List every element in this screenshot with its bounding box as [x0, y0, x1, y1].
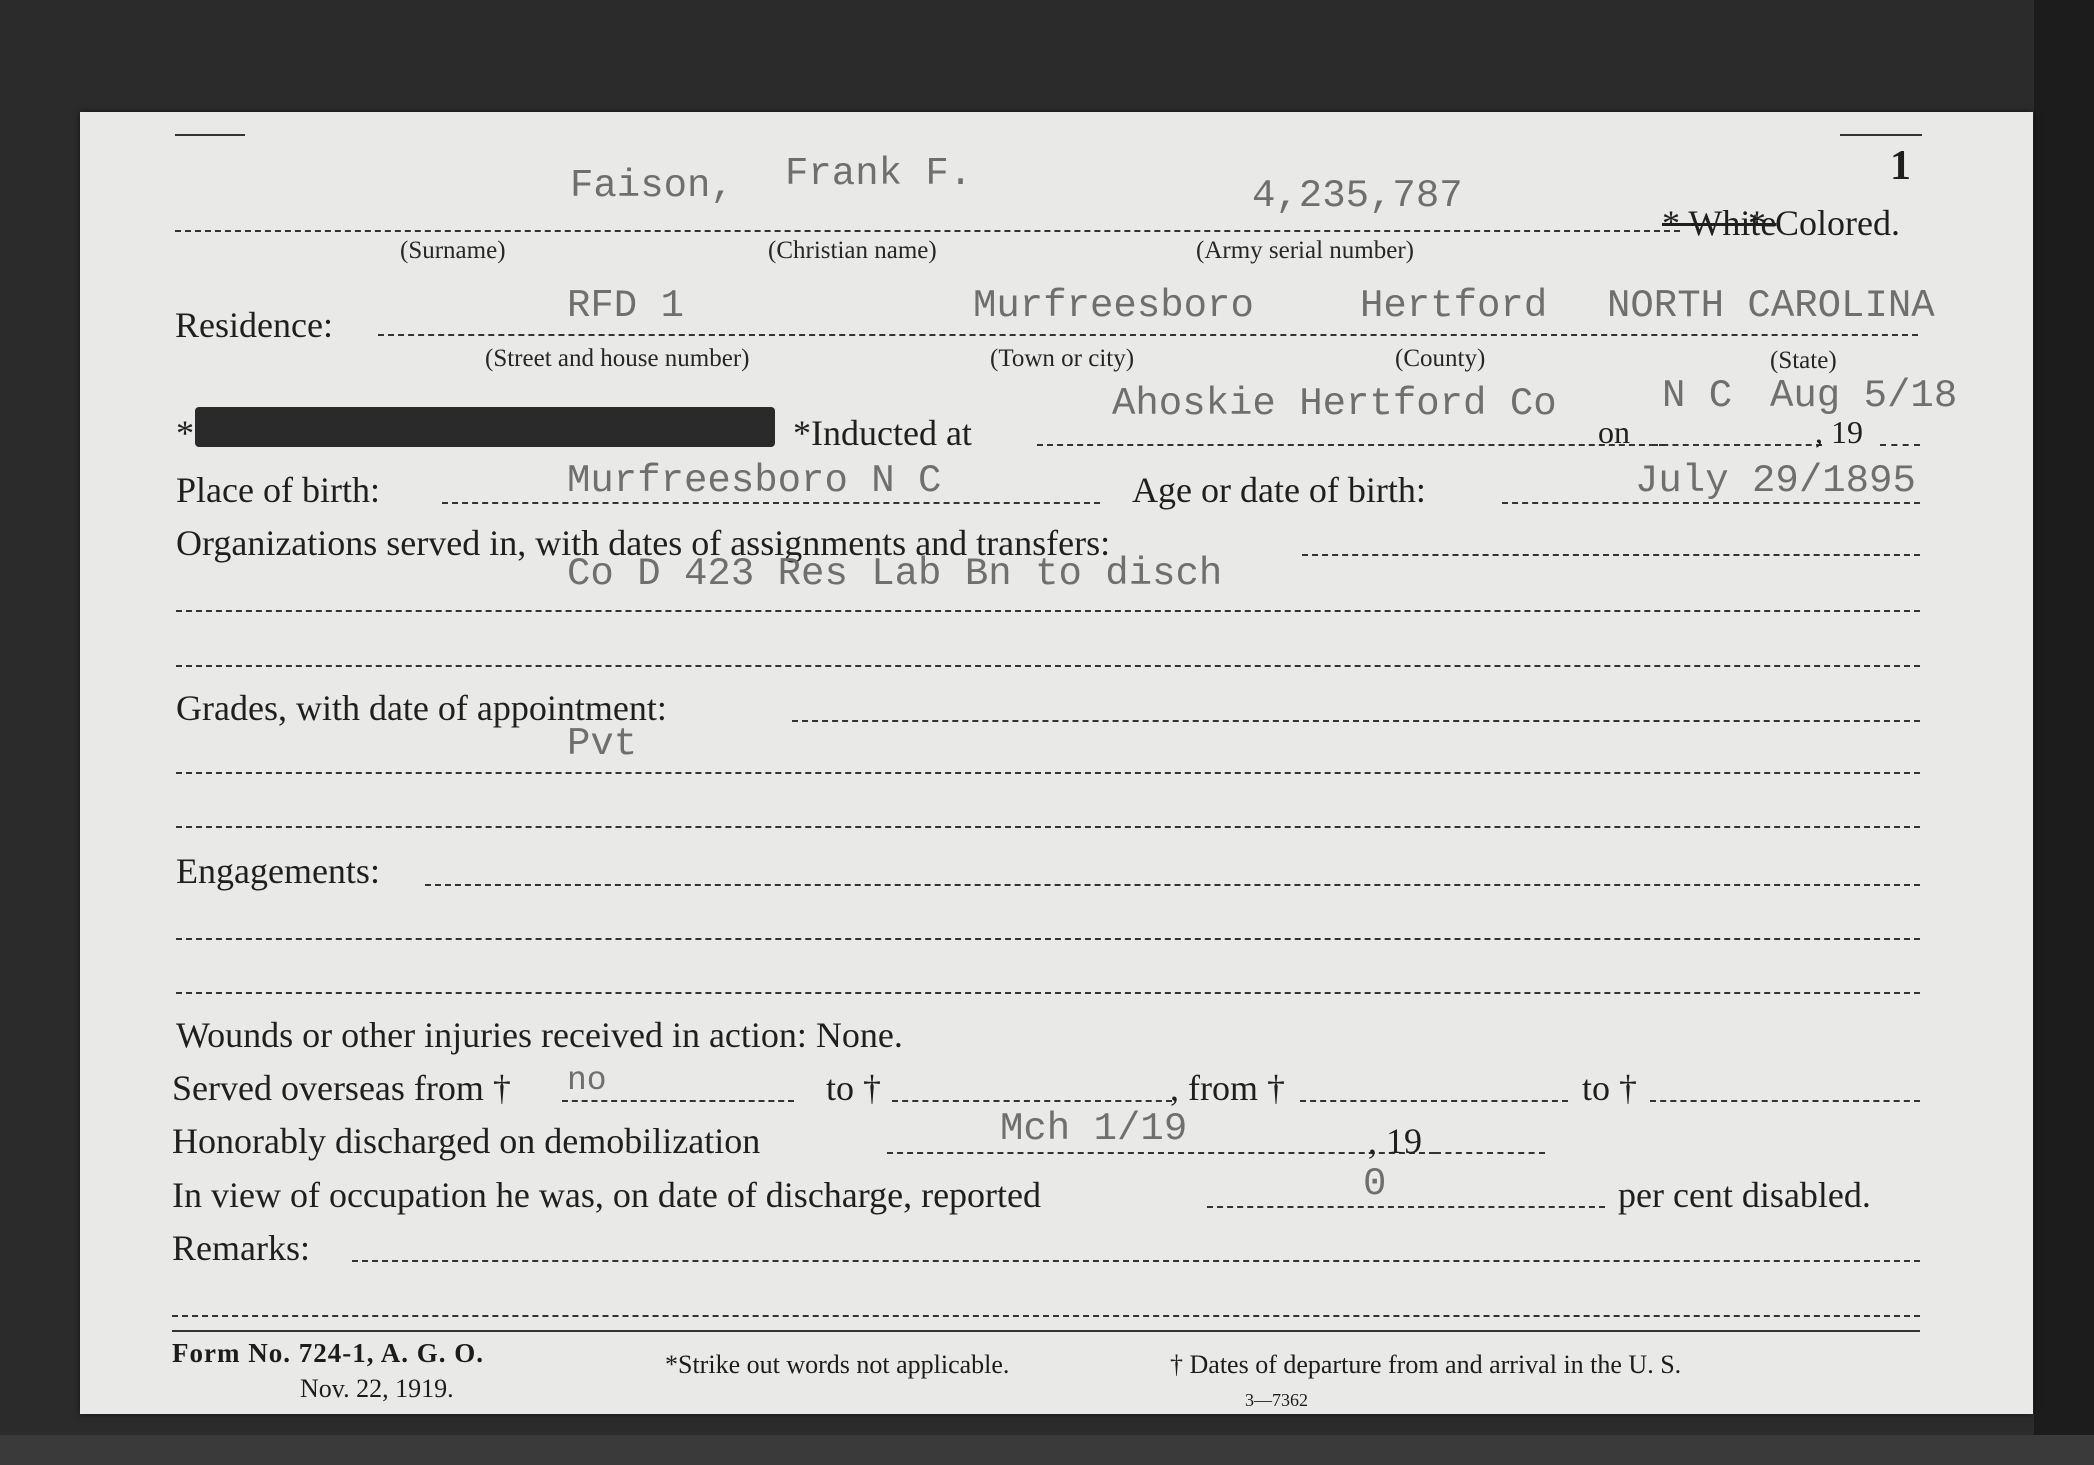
footnote-strike-out: *Strike out words not applicable. — [665, 1350, 1010, 1379]
inducted-line — [1037, 444, 1665, 446]
christian-name-value: Frank F. — [785, 152, 973, 196]
organizations-label: Organizations served in, with dates of assignments and transfers: — [176, 523, 1111, 563]
overseas-to-line — [892, 1100, 1172, 1102]
serial-number-value: 4,235,787 — [1252, 174, 1463, 218]
engagements-label: Engagements: — [176, 851, 380, 891]
inducted-state-value: N C — [1662, 374, 1733, 418]
engagements-line-2 — [176, 938, 1920, 940]
engagements-line-3 — [176, 992, 1920, 994]
corner-mark-right — [1840, 134, 1922, 136]
form-date: Nov. 22, 1919. — [300, 1374, 454, 1403]
grades-line-2 — [176, 772, 1920, 774]
disability-label: In view of occupation he was, on date of discharge, reported — [172, 1175, 1042, 1215]
background-edge — [2034, 0, 2094, 1465]
inducted-year-label: , 19 — [1815, 414, 1863, 450]
overseas-to-label: to † — [826, 1068, 882, 1108]
birth-date-value: July 29/1895 — [1635, 459, 1916, 503]
race-white-text: * White — [1662, 203, 1777, 243]
disability-line — [1207, 1206, 1605, 1208]
caption-serial-number: (Army serial number) — [1196, 237, 1414, 264]
birth-place-line — [442, 502, 1100, 504]
caption-street: (Street and house number) — [485, 345, 750, 372]
card-number: 1 — [1890, 143, 1911, 189]
residence-town-value: Murfreesboro — [973, 284, 1254, 328]
residence-street-value: RFD 1 — [567, 284, 685, 328]
overseas-from-line — [562, 1100, 794, 1102]
redaction-bar — [195, 407, 775, 447]
grades-line-1 — [792, 720, 1920, 722]
remarks-line-1 — [352, 1260, 1920, 1262]
name-line — [175, 230, 1680, 232]
overseas-to-line-2 — [1650, 1100, 1920, 1102]
overseas-from-label-2: , from † — [1170, 1068, 1285, 1108]
grades-line-3 — [176, 826, 1920, 828]
organizations-value: Co D 423 Res Lab Bn to disch — [567, 552, 1223, 596]
birth-place-label: Place of birth: — [176, 470, 380, 510]
footer-rule — [172, 1330, 1920, 1332]
caption-town: (Town or city) — [990, 345, 1135, 372]
residence-state-value: NORTH CAROLINA — [1607, 284, 1935, 328]
enlistment-asterisk: * — [176, 413, 194, 453]
wounds-label: Wounds or other injuries received in action: None. — [176, 1015, 903, 1055]
race-colored-label: * Colored. — [1748, 203, 1900, 243]
discharge-line — [887, 1152, 1435, 1154]
inducted-date-value: Aug 5/18 — [1770, 374, 1958, 418]
print-code: 3—7362 — [1245, 1390, 1308, 1410]
overseas-to-label-2: to † — [1582, 1068, 1638, 1108]
residence-label: Residence: — [175, 305, 333, 345]
on-line — [1652, 444, 1822, 446]
organizations-line-3 — [176, 665, 1920, 667]
disability-value: 0 — [1363, 1162, 1387, 1206]
remarks-label: Remarks: — [172, 1228, 310, 1268]
background-bottom — [0, 1435, 2094, 1465]
disability-suffix: per cent disabled. — [1618, 1175, 1871, 1215]
caption-county: (County) — [1395, 345, 1486, 372]
residence-county-value: Hertford — [1360, 284, 1548, 328]
birth-place-value: Murfreesboro N C — [567, 459, 942, 503]
caption-surname: (Surname) — [400, 237, 506, 264]
discharge-year-label: , 19 — [1368, 1121, 1422, 1161]
grades-label: Grades, with date of appointment: — [176, 688, 667, 728]
overseas-label: Served overseas from † — [172, 1068, 511, 1108]
engagements-line-1 — [425, 884, 1920, 886]
caption-christian-name: (Christian name) — [768, 237, 937, 264]
remarks-line-2 — [172, 1315, 1920, 1317]
discharge-year-line — [1435, 1152, 1545, 1154]
birth-date-line — [1502, 502, 1920, 504]
residence-line — [378, 334, 1918, 336]
surname-value: Faison, — [570, 164, 734, 208]
corner-mark-left — [175, 134, 245, 136]
organizations-line-1 — [1302, 554, 1920, 556]
organizations-line-2 — [176, 610, 1920, 612]
service-record-card — [80, 112, 2033, 1414]
caption-state: (State) — [1770, 347, 1837, 374]
inducted-year-line — [1880, 444, 1920, 446]
discharge-date-value: Mch 1/19 — [1000, 1107, 1188, 1151]
birth-date-label: Age or date of birth: — [1132, 470, 1426, 510]
inducted-place-value: Ahoskie Hertford Co — [1112, 382, 1557, 426]
inducted-label: *Inducted at — [793, 413, 972, 453]
discharge-label: Honorably discharged on demobilization — [172, 1121, 761, 1161]
footnote-dates: † Dates of departure from and arrival in the U. S. — [1170, 1350, 1682, 1379]
on-label: on — [1598, 414, 1630, 450]
grades-value: Pvt — [567, 722, 638, 766]
overseas-value: no — [567, 1062, 607, 1099]
overseas-from-line-2 — [1300, 1100, 1568, 1102]
form-number: Form No. 724-1, A. G. O. — [172, 1338, 484, 1368]
